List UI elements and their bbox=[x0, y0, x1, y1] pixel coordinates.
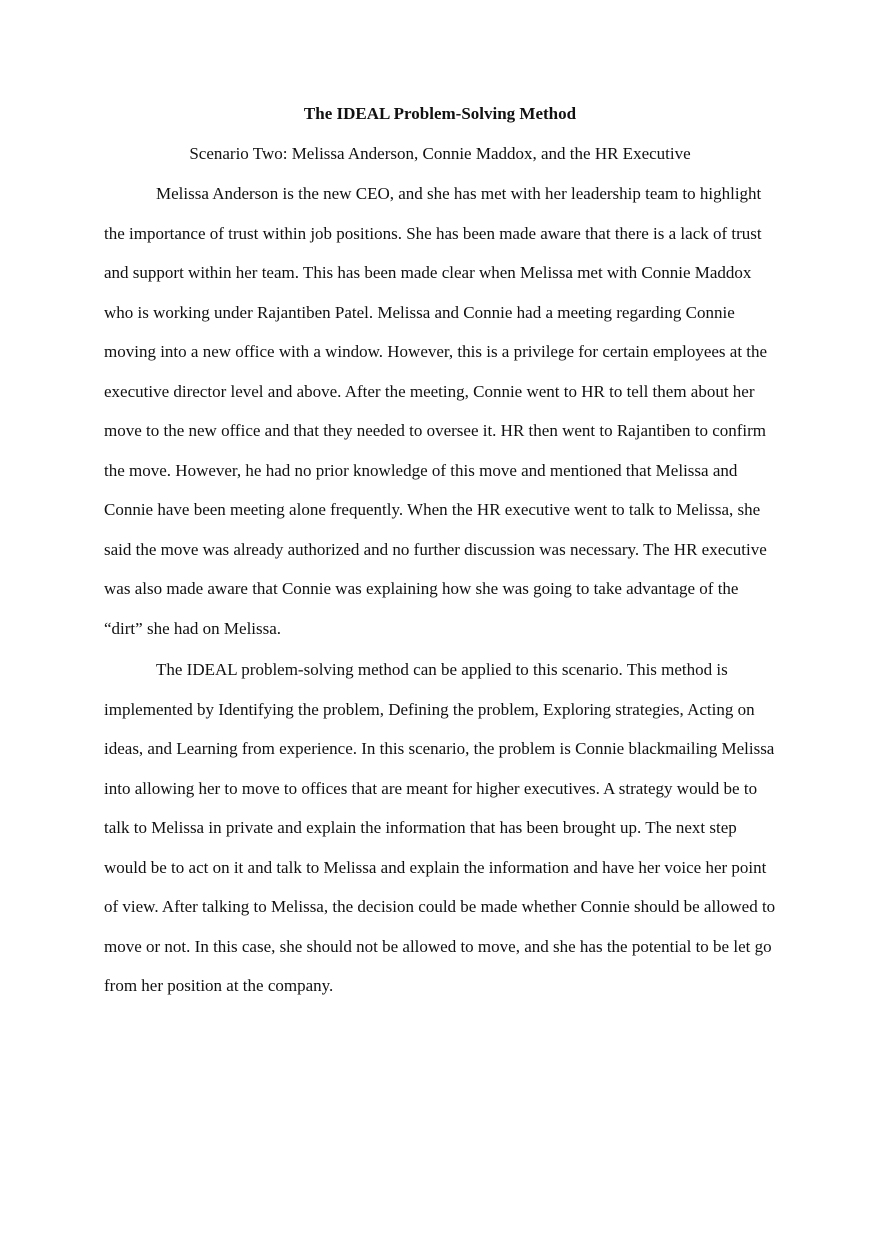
scenario-subtitle: Scenario Two: Melissa Anderson, Connie Maddox, and the HR Executive bbox=[189, 144, 691, 163]
document-title: The IDEAL Problem-Solving Method bbox=[303, 104, 577, 123]
body-paragraph-1: Melissa Anderson is the new CEO, and she has met with her leadership team to highlight the importance of trust within job positions. She has been made aware that there is a lack of trust and support within her team. This has been made clear when Melissa met with Connie Maddox who is working under Rajantiben Patel. Melissa and Connie had a meeting regarding Connie moving into a new office with a window. However, this is a privilege for certain employees at the executive director level and above. After the meeting, Connie went to HR to tell them about her move to the new office and that they needed to oversee it. HR then went to Rajantiben to confirm the move. However, he had no prior knowledge of this move and mentioned that Melissa and Connie have been meeting alone frequently. When the HR executive went to talk to Melissa, she said the move was already authorized and no further discussion was necessary. The HR executive was also made aware that Connie was explaining how she was going to take advantage of the “dirt” she had on Melissa. bbox=[104, 184, 768, 638]
body-paragraph-2: The IDEAL problem-solving method can be applied to this scenario. This method is implemented by Identifying the problem, Defining the problem, Exploring strategies, Acting on ideas, and Learning from experience. In this scenario, the problem is Connie blackmailing Melissa into allowing her to move to offices that are meant for higher executives. A strategy would be to talk to Melissa in private and explain the information that has been brought up. The next step would be to act on it and talk to Melissa and explain the information and have her voice her point of view. After talking to Melissa, the decision could be made whether Connie should be allowed to move or not. In this case, she should not be allowed to move, and she has the potential to be let go from her position at the company. bbox=[104, 660, 776, 995]
